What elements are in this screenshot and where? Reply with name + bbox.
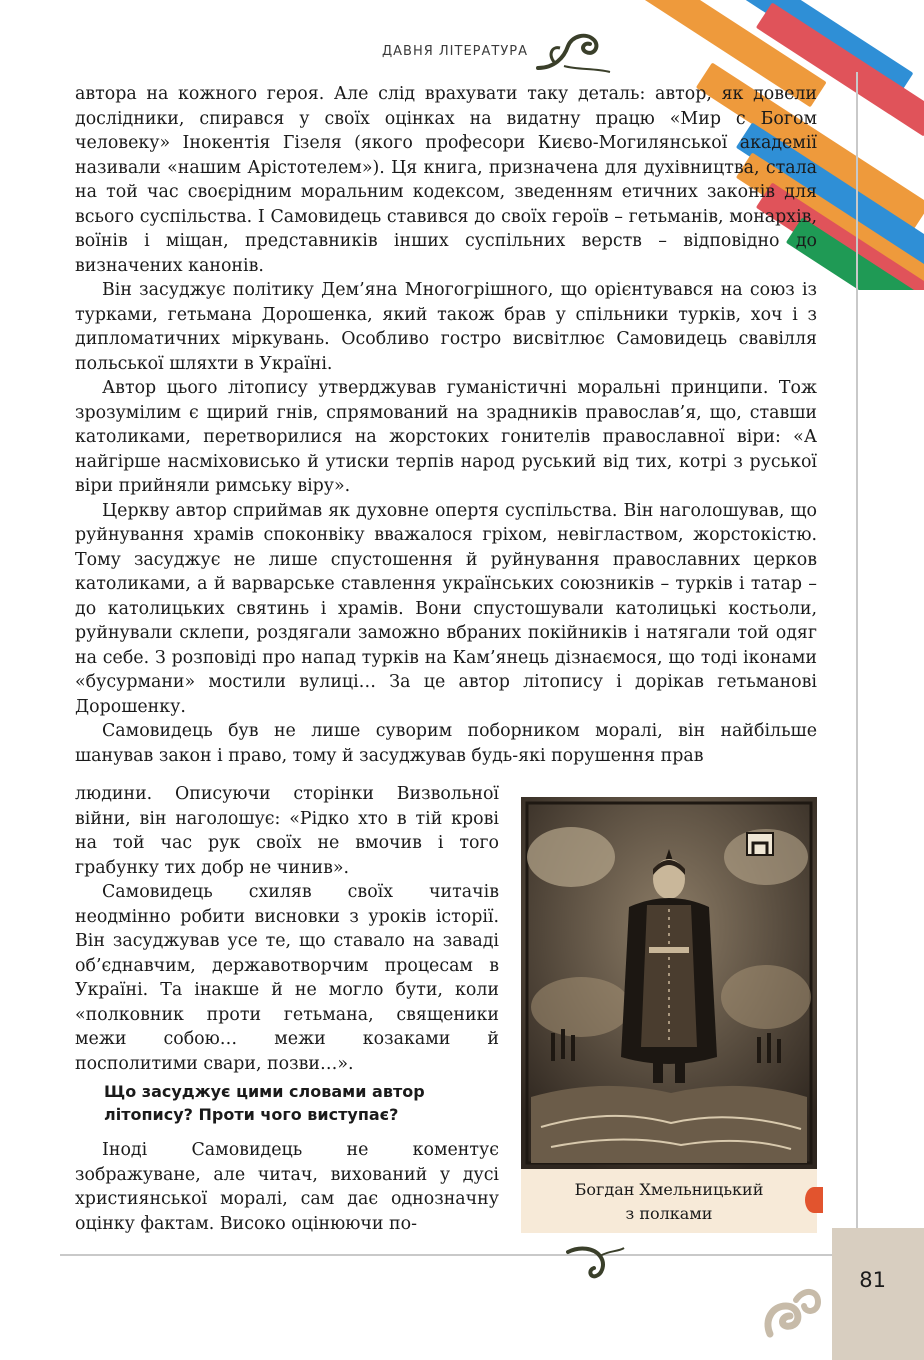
column-text <box>75 782 499 1076</box>
section-header: ДАВНЯ ЛІТЕРАТУРА <box>382 44 528 59</box>
paragraph-2: Він засуджує політику Дем’яна Многогрішного, що орієнтувався на союз із турками, гетьмана Дорошенка, який також брав у спільники турків, хоч і з дипломатичних міркувань. Особливо гостро висвітлює Самовидець свавілля польської шляхти в Україні. <box>75 280 817 374</box>
portrait-image <box>521 797 817 1169</box>
column-paragraph-2: Самовидець схиляв своїх читачів неодмінно робити висновки з уроків історії. Він засуджував усе те, що ставало на заваді об’єднавчим, державотворчим процесам в Україні. Та інакше й не могло бути, коли «полковник проти гетьмана, священики межи собою… межи козаками й посполитими свари, позви…». <box>75 882 499 1074</box>
last-paragraph: Іноді Самовидець не коментує зображуване, але читач, вихований у дусі християнської моралі, сам дає однозначну оцінку фактам. Високо оцінюючи по- <box>75 1140 499 1234</box>
corner-ornament-icon <box>760 1280 824 1344</box>
caption-accent-dot <box>805 1187 823 1213</box>
last-paragraph-block <box>75 1138 499 1236</box>
question-text: Що засуджує цими словами автор літопису? Проти чого виступає? <box>104 1082 425 1124</box>
page-number: 81 <box>859 1268 886 1292</box>
figure <box>521 797 817 1238</box>
side-band <box>832 1228 924 1360</box>
ornament-top-icon <box>534 28 614 76</box>
figure-caption <box>521 1169 817 1233</box>
ornament-bottom-icon <box>566 1244 626 1280</box>
caption-line-1: Богдан Хмельницький <box>574 1180 764 1199</box>
main-text <box>75 82 817 768</box>
paragraph-5: Самовидець був не лише суворим поборником моралі, він найбільше шанував закон і право, тому й засуджував будь-які порушення прав <box>75 721 817 766</box>
column-paragraph-1: людини. Описуючи сторінки Визвольної війни, він наголошує: «Рідко хто в тій крові на той час рук своїх не вмочив і того грабунку тих добр не чинив». <box>75 784 499 878</box>
paragraph-4: Церкву автор сприймав як духовне опертя суспільства. Він наголошував, що руйнування храмів споконвіку вважалося гріхом, невіглаством, жорстокістю. Тому засуджує не лише спустошення й руйнування православних церков католиками, а й варварське ставлення українських союзників – турків і татар – до католицьких святинь і храмів. Вони спустошували католицькі костьоли, руйнували склепи, роздягали заможно вбраних покійників і натягали той одяг на себе. З розповіді про напад турків на Кам’янець дізнаємося, що тоді іконами «бусурмани» мостили вулиці… За це автор літопису і дорікав гетьманові Дорошенку. <box>75 500 817 717</box>
paragraph-3: Автор цього літопису утверджував гуманістичні моральні принципи. Тож зрозумілим є щирий гнів, спрямований на зрадників православ’я, що, ставши католиками, перетворилися на жорстоких гонителів православної віри: «А найгірше насміховисько й утиски терпів народ руський від тих, котрі з руської віри прийняли римську віру». <box>75 378 817 496</box>
caption-line-2: з полками <box>625 1204 713 1223</box>
paragraph-1: автора на кожного героя. Але слід врахувати таку деталь: автор, як довели дослідники, спирався у своїх оцінках на видатну працю «Мир с Богом человеку» Інокентія Гізеля (якого професори Києво-Могилянської академії називали «нашим Арістотелем»). Ця книга, призначена для духівництва, стала на той час своєрідним моральним кодексом, зведенням етичних законів для всього суспільства. І Самовидець ставився до своїх героїв – гетьманів, монархів, воїнів і міщан, представників інших суспільних верств – відповідно до визначених канонів. <box>75 84 817 276</box>
